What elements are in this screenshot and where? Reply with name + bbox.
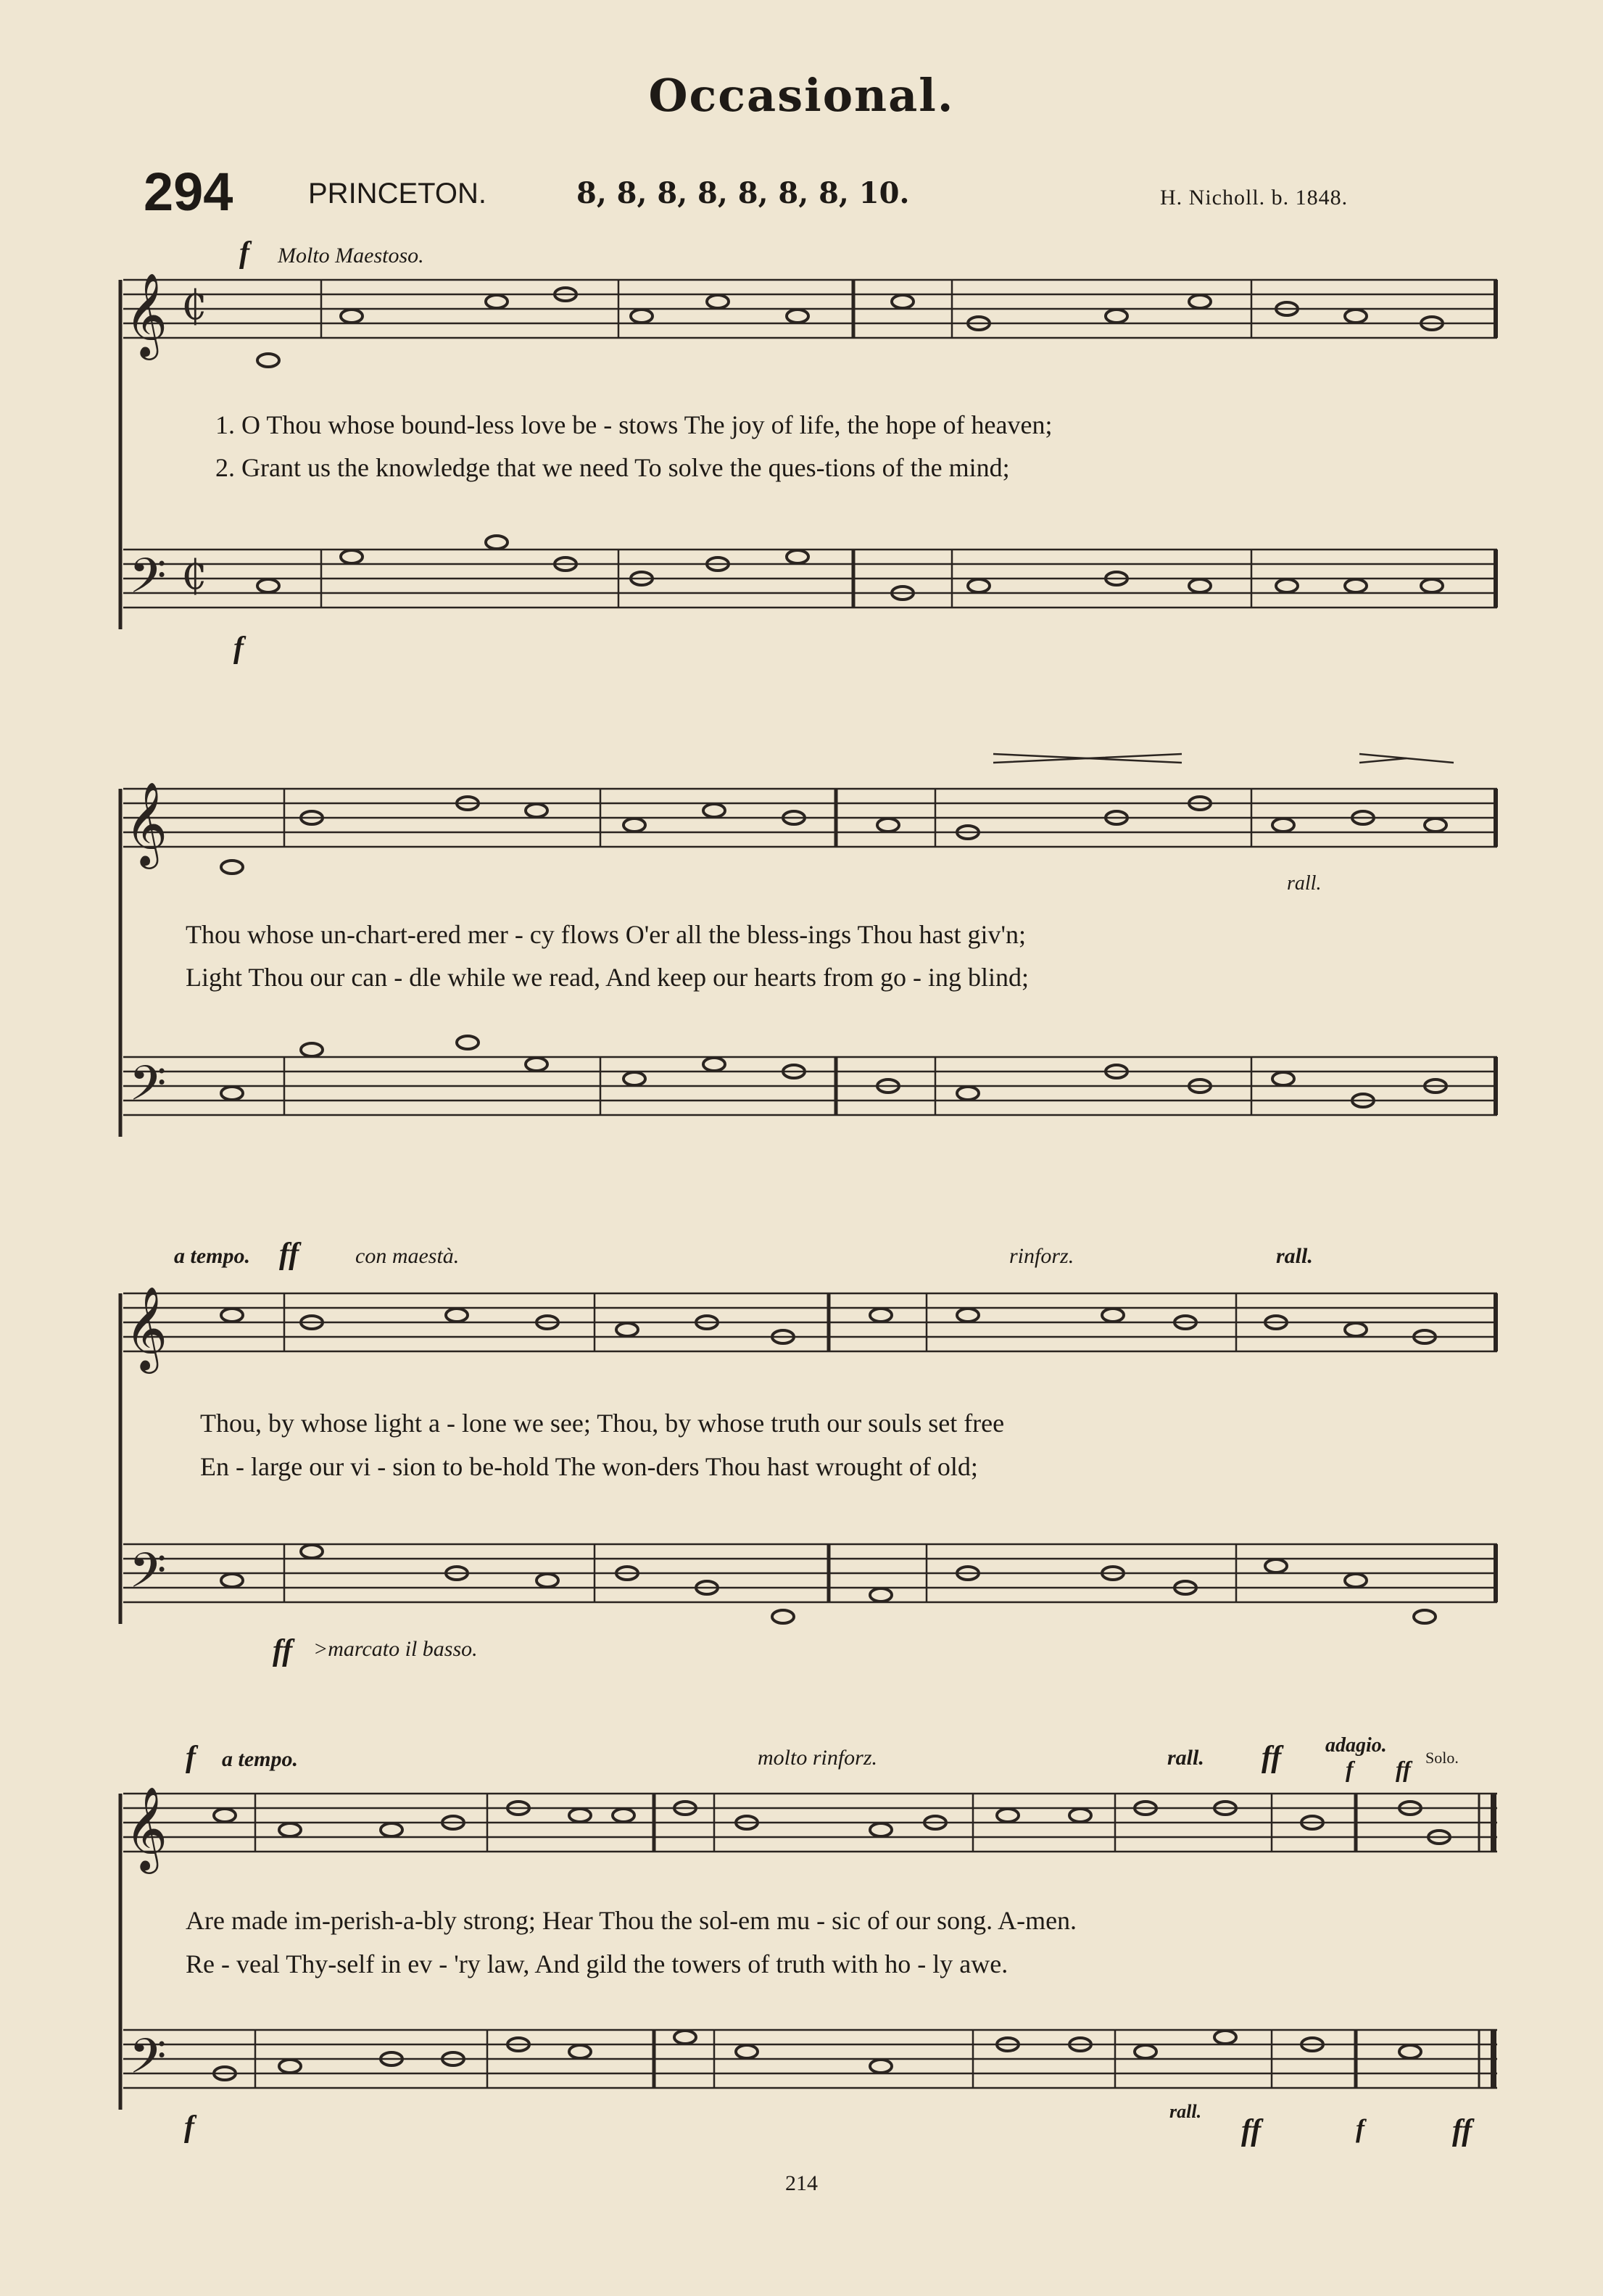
lyric-line-verse-2: Re - veal Thy-self in ev - 'ry law, And gild the towers of truth with ho - ly awe. [186, 1949, 1008, 1978]
adagio-marking: adagio. [1325, 1734, 1387, 1757]
lyric-line-verse-2: 2. Grant us the knowledge that we need To solve the ques-tions of the mind; [215, 453, 1010, 482]
dynamic-marking: f [1356, 2114, 1364, 2143]
dynamic-marking: ff [279, 1238, 299, 1271]
solo-marking: Solo. [1425, 1749, 1459, 1767]
svg-text:𝄢: 𝄢 [129, 2028, 167, 2096]
dynamic-marking: f [239, 236, 249, 270]
bass-clef-icon: 𝄢 [129, 548, 167, 616]
barlines [321, 280, 1496, 608]
tempo-marking: a tempo. [222, 1747, 298, 1771]
common-time-icon: ₵ [181, 552, 207, 599]
lyric-line-verse-1: Are made im-perish-a-bly strong; Hear Thou the sol-em mu - sic of our song. A-men. [186, 1906, 1077, 1935]
rall-marking: rall. [1276, 1244, 1313, 1268]
common-time-icon: ₵ [181, 282, 207, 329]
svg-text:𝄞: 𝄞 [125, 781, 168, 866]
tempo-marking: Molto Maestoso. [278, 244, 424, 268]
dynamic-marking: f [1346, 1756, 1354, 1782]
composer: H. Nicholl. b. 1848. [1160, 186, 1349, 210]
tune-name: PRINCETON. [308, 178, 486, 210]
lyric-line-verse-1: Thou whose un-chart-ered mer - cy flows O'er all the bless-ings Thou hast giv'n; [186, 920, 1027, 949]
dynamic-marking: ff [1396, 1756, 1411, 1782]
rall-marking: rall. [1167, 1746, 1204, 1770]
dynamic-marking: f [184, 2110, 194, 2144]
dynamic-marking: ff [1452, 2114, 1472, 2147]
lyric-line-verse-2: En - large our vi - sion to be-hold The won-ders Thou hast wrought of old; [200, 1452, 978, 1481]
expression-marking: con maestà. [355, 1244, 460, 1268]
meter: 8, 8, 8, 8, 8, 8, 8, 10. [576, 176, 910, 210]
lyric-line-verse-1: 1. O Thou whose bound-less love be - stows The joy of life, the hope of heaven; [215, 410, 1053, 439]
tempo-marking: a tempo. [174, 1244, 250, 1268]
dynamic-marking: f [186, 1741, 196, 1774]
section-title: Occasional. [648, 69, 955, 122]
treble-clef-icon: 𝄞 [125, 272, 168, 357]
lyric-line-verse-2: Light Thou our can - dle while we read, And keep our hearts from go - ing blind; [186, 963, 1030, 992]
svg-text:𝄞: 𝄞 [125, 1285, 168, 1370]
svg-text:𝄞: 𝄞 [125, 1786, 168, 1870]
treble-staff [123, 280, 1497, 338]
notes [257, 288, 1443, 600]
page-number: 214 [785, 2171, 818, 2195]
rinforz-marking: rinforz. [1009, 1244, 1074, 1268]
rall-marking: rall. [1169, 2101, 1202, 2122]
dynamic-marking: ff [1241, 2114, 1262, 2147]
svg-text:𝄢: 𝄢 [129, 1543, 167, 1610]
hymn-number: 294 [144, 162, 233, 222]
rall-marking: rall. [1287, 872, 1322, 895]
dynamic-marking: f [233, 631, 244, 665]
lyric-line-verse-1: Thou, by whose light a - lone we see; Thou, by whose truth our souls set free [200, 1409, 1005, 1438]
dynamic-marking: ff [273, 1634, 293, 1667]
svg-text:𝄢: 𝄢 [129, 1056, 167, 1123]
rinforz-marking: molto rinforz. [758, 1746, 878, 1770]
dynamic-marking: ff [1262, 1741, 1282, 1774]
marcato-marking: >marcato il basso. [313, 1637, 478, 1661]
